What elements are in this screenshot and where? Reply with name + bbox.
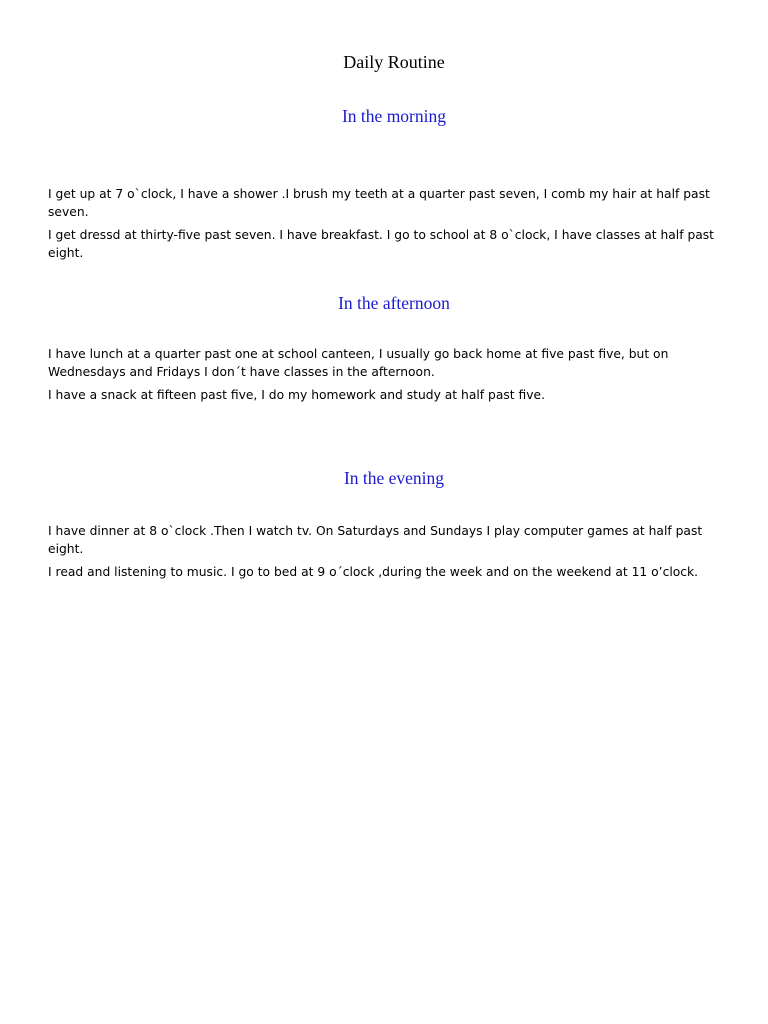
heading-evening: In the evening (343, 468, 445, 488)
paragraph-evening-1: I have dinner at 8 o`clock .Then I watch tv. On Saturdays and Sundays I play computer games at half past eight. (48, 524, 703, 556)
paragraph-evening-2: I read and listening to music. I go to bed at 9 o´clock ,during the week and on the weekend at 11 o’clock. (48, 565, 699, 579)
paragraph-afternoon-1: I have lunch at a quarter past one at school canteen, I usually go back home at five past five, but on Wednesdays and Fridays I don´t have classes in the afternoon. (48, 347, 669, 379)
page-title: Daily Routine (343, 52, 445, 72)
paragraph-afternoon-2: I have a snack at fifteen past five, I do my homework and study at half past five. (48, 388, 545, 402)
paragraph-morning-2: I get dressd at thirty-five past seven. I have breakfast. I go to school at 8 o`clock, I have classes at half past eight. (48, 228, 715, 260)
paragraph-morning-1: I get up at 7 o`clock, I have a shower .I brush my teeth at a quarter past seven, I comb my hair at half past seven. (48, 187, 710, 219)
heading-morning: In the morning (341, 106, 446, 126)
heading-afternoon: In the afternoon (338, 293, 450, 313)
